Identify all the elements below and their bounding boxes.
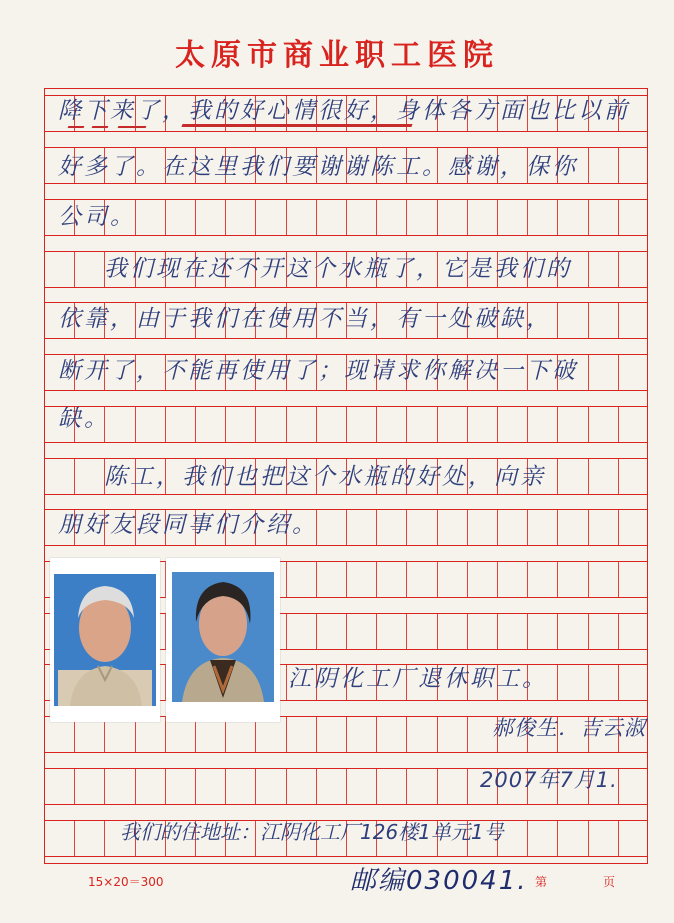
grid-cell-divider — [497, 614, 498, 649]
grid-cell-divider — [437, 562, 438, 597]
man-photo — [50, 558, 160, 722]
grid-cell-divider — [527, 200, 528, 235]
grid-cell-divider — [437, 717, 438, 752]
grid-cell-divider — [437, 200, 438, 235]
grid-cell-divider — [74, 821, 75, 856]
grid-cell-divider — [557, 200, 558, 235]
grid-cell-divider — [104, 769, 105, 804]
grid-cell-divider — [618, 252, 619, 287]
grid-cell-divider — [618, 407, 619, 442]
grid-cell-divider — [588, 821, 589, 856]
letter-date: 2007年7月1. — [480, 768, 618, 792]
grid-cell-divider — [497, 407, 498, 442]
grid-cell-divider — [557, 562, 558, 597]
grid-cell-divider — [618, 355, 619, 390]
grid-cell-divider — [557, 407, 558, 442]
letter-line-2: 好多了。在这里我们要谢谢陈工。感谢，保你 — [58, 154, 578, 180]
grid-cell-divider — [497, 562, 498, 597]
letter-line-5: 依靠，由于我们在使用不当，有一处破缺， — [58, 306, 552, 332]
letter-line-7: 缺。 — [58, 406, 110, 432]
grid-cell-divider — [74, 252, 75, 287]
grid-cell-divider — [588, 148, 589, 183]
grid-cell-divider — [527, 614, 528, 649]
grid-cell-divider — [225, 407, 226, 442]
grid-cell-divider — [135, 717, 136, 752]
grid-cell-divider — [165, 717, 166, 752]
grid-cell-divider — [376, 200, 377, 235]
sender-names: 郝俊生．吉云淑 — [492, 716, 646, 740]
grid-cell-divider — [618, 769, 619, 804]
grid-cell-divider — [467, 200, 468, 235]
grid-cell-divider — [286, 562, 287, 597]
woman-photo — [166, 558, 280, 722]
grid-cell-divider — [376, 407, 377, 442]
grid-cell-divider — [135, 407, 136, 442]
grid-cell-divider — [618, 200, 619, 235]
grid-cell-divider — [316, 614, 317, 649]
grid-cell-divider — [467, 717, 468, 752]
grid-cell-divider — [618, 562, 619, 597]
grid-cell-divider — [74, 717, 75, 752]
grid-cell-divider — [225, 769, 226, 804]
grid-cell-divider — [557, 303, 558, 338]
grid-cell-divider — [527, 562, 528, 597]
grid-cell-divider — [286, 769, 287, 804]
grid-cell-divider — [527, 821, 528, 856]
grid-cell-divider — [225, 717, 226, 752]
grid-cell-divider — [557, 665, 558, 700]
grid-cell-divider — [346, 769, 347, 804]
grid-cell-divider — [316, 407, 317, 442]
grid-cell-divider — [346, 407, 347, 442]
letter-line-9: 朋好友段同事们介绍。 — [58, 512, 318, 538]
grid-cell-divider — [406, 769, 407, 804]
grid-cell-divider — [165, 407, 166, 442]
grid-cell-divider — [497, 510, 498, 545]
grid-cell-divider — [286, 717, 287, 752]
grid-cell-divider — [316, 200, 317, 235]
grid-cell-divider — [346, 510, 347, 545]
grid-cell-divider — [437, 614, 438, 649]
grid-cell-divider — [618, 665, 619, 700]
grid-cell-divider — [346, 562, 347, 597]
grid-cell-divider — [346, 200, 347, 235]
grid-cell-divider — [527, 510, 528, 545]
grid-cell-divider — [467, 510, 468, 545]
woman-portrait-icon — [166, 558, 280, 722]
grid-cell-divider — [195, 407, 196, 442]
grid-cell-divider — [376, 717, 377, 752]
grid-cell-divider — [437, 769, 438, 804]
grid-cell-divider — [588, 407, 589, 442]
grid-cell-divider — [316, 769, 317, 804]
grid-spec: 15×20＝300 — [88, 875, 164, 889]
grid-cell-divider — [588, 614, 589, 649]
grid-cell-divider — [406, 200, 407, 235]
grid-cell-divider — [588, 459, 589, 494]
grid-cell-divider — [316, 562, 317, 597]
grid-cell-divider — [255, 407, 256, 442]
grid-cell-divider — [195, 717, 196, 752]
grid-cell-divider — [437, 510, 438, 545]
grid-cell-divider — [588, 303, 589, 338]
grid-cell-divider — [195, 200, 196, 235]
grid-cell-divider — [557, 614, 558, 649]
grid-cell-divider — [467, 562, 468, 597]
grid-cell-divider — [588, 200, 589, 235]
grid-cell-divider — [467, 614, 468, 649]
grid-cell-divider — [286, 665, 287, 700]
postal-code: 邮编030041. — [350, 866, 528, 896]
grid-cell-divider — [376, 614, 377, 649]
letter-line-4: 我们现在还不开这个水瓶了，它是我们的 — [104, 256, 572, 282]
grid-cell-divider — [135, 769, 136, 804]
grid-cell-divider — [406, 562, 407, 597]
grid-cell-divider — [618, 148, 619, 183]
letter-line-3: 公司。 — [58, 204, 136, 230]
grid-cell-divider — [618, 510, 619, 545]
grid-cell-divider — [104, 821, 105, 856]
grid-cell-divider — [225, 200, 226, 235]
grid-cell-divider — [286, 407, 287, 442]
page-label: 第 页 — [535, 875, 638, 889]
hospital-letterhead: 太原市商业职工医院 — [175, 38, 499, 73]
grid-cell-divider — [255, 200, 256, 235]
grid-cell-divider — [588, 562, 589, 597]
grid-cell-divider — [376, 769, 377, 804]
grid-cell-divider — [467, 407, 468, 442]
grid-cell-divider — [286, 200, 287, 235]
grid-cell-divider — [104, 717, 105, 752]
grid-cell-divider — [376, 510, 377, 545]
grid-cell-divider — [437, 407, 438, 442]
letter-line-6: 断开了，不能再使用了；现请求你解决一下破 — [58, 358, 578, 384]
grid-cell-divider — [406, 717, 407, 752]
grid-cell-divider — [74, 769, 75, 804]
grid-cell-divider — [618, 459, 619, 494]
sender-address: 我们的住地址：江阴化工厂126楼1单元1号 — [120, 820, 504, 844]
grid-row — [44, 406, 648, 443]
grid-cell-divider — [346, 614, 347, 649]
grid-cell-divider — [346, 717, 347, 752]
grid-cell-divider — [165, 769, 166, 804]
grid-cell-divider — [255, 769, 256, 804]
underline-mark — [118, 126, 147, 128]
sender-org: 江阴化工厂退休职工。 — [288, 666, 548, 692]
grid-cell-divider — [316, 717, 317, 752]
grid-cell-divider — [557, 510, 558, 545]
grid-cell-divider — [588, 355, 589, 390]
grid-cell-divider — [255, 717, 256, 752]
grid-cell-divider — [618, 821, 619, 856]
grid-cell-divider — [557, 821, 558, 856]
grid-cell-divider — [406, 407, 407, 442]
underline-mark — [68, 126, 85, 128]
grid-cell-divider — [406, 614, 407, 649]
grid-cell-divider — [74, 459, 75, 494]
grid-cell-divider — [588, 252, 589, 287]
grid-cell-divider — [527, 407, 528, 442]
grid-cell-divider — [557, 459, 558, 494]
underline-mark — [92, 126, 109, 128]
grid-cell-divider — [618, 303, 619, 338]
grid-cell-divider — [406, 510, 407, 545]
grid-cell-divider — [286, 614, 287, 649]
grid-cell-divider — [588, 510, 589, 545]
letter-line-8: 陈工，我们也把这个水瓶的好处，向亲 — [104, 464, 546, 490]
grid-cell-divider — [376, 562, 377, 597]
grid-cell-divider — [497, 200, 498, 235]
grid-cell-divider — [165, 200, 166, 235]
man-portrait-icon — [50, 558, 160, 722]
grid-cell-divider — [467, 769, 468, 804]
grid-cell-divider — [195, 769, 196, 804]
grid-cell-divider — [588, 665, 589, 700]
grid-cell-divider — [618, 614, 619, 649]
letter-line-1: 降下来了，我的好心情很好，身体各方面也比以前 — [58, 98, 630, 124]
